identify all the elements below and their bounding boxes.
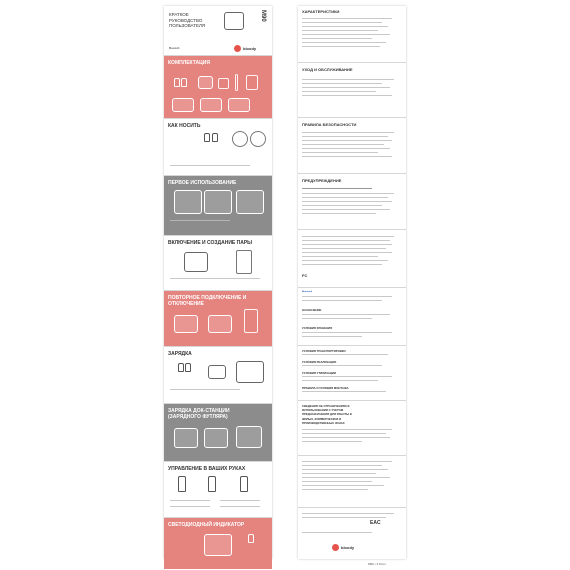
case-icon [174,428,198,448]
text-line [302,318,372,319]
brand-logo-text: bloody [341,545,355,550]
text-line [170,500,210,501]
text-line [302,244,392,245]
section-charging [164,347,272,404]
text-line [302,144,384,145]
text-line [302,209,390,210]
section-manufacturer [298,456,406,508]
section-footer-marks [298,508,406,559]
section-title: ПОВТОРНОЕ ПОДКЛЮЧЕНИЕ И ОТКЛЮЧЕНИЕ [168,295,247,307]
text-line [302,30,378,31]
text-line [302,380,378,381]
bloody-logo-icon [332,544,339,551]
text-line [302,87,390,88]
section-title: УСЛОВИЯ ТРАНСПОРТИРОВКИ [302,349,346,353]
text-line [302,296,392,297]
text-line [302,485,384,486]
text-line [302,79,394,80]
earbud-icon [204,133,210,142]
section-title: КОМПЛЕКТАЦИЯ [168,60,210,66]
section-restrictions [298,401,406,456]
case-open-icon [174,190,202,214]
text-line [302,136,388,137]
section-first-use [164,176,272,236]
text-line [302,213,376,214]
earbud-icon [248,534,254,543]
section-title: ЗАРЯДКА ДОК-СТАНЦИИ (ЗАРЯДНОГО ФУТЛЯРА) [168,408,230,420]
section-title: ПРАВИЛА И УСЛОВИЯ МОНТАЖА [302,386,349,390]
earbud-icon [178,476,186,492]
section-dock-charging [164,404,272,462]
fcc-mark: FC [302,273,308,278]
model-label: M90 [260,10,266,22]
text-line [302,429,392,430]
text-line [302,95,392,96]
section-warning [298,174,406,230]
case-icon [208,365,226,379]
section-title: ПЕРВОЕ ИСПОЛЬЗОВАНИЕ [168,180,237,186]
text-line [302,477,390,478]
earbud-icon [178,363,184,372]
text-line [302,91,376,92]
manual-left-column [164,6,272,559]
text-line [302,264,382,265]
case-icon [228,98,250,112]
section-title: ПРЕДУПРЕЖДЕНИЕ [302,178,342,183]
case-icon [208,315,232,333]
usb-cable-icon [235,74,238,91]
section-title: УСЛОВИЯ ХРАНЕНИЯ [302,326,333,330]
case-icon [174,315,198,333]
text-line [302,201,392,202]
text-line [302,140,392,141]
ear-icon [232,131,248,147]
text-line [302,205,382,206]
section-title: СВЕДЕНИЯ ОБ ОГРАНИЧЕНИЯХ В ИСПОЛЬЗОВАНИИ С УЧЕТОМ ПРЕДНАЗНАЧЕНИЯ ДЛЯ РАБОТЫ В ЖИЛЫХ, КОММЕРЧЕСКИХ И ПРОИЗВОДСТВЕННЫХ ЗОНАХ [302,404,352,425]
case-icon [204,534,232,556]
text-line [170,278,260,279]
text-line [302,188,372,189]
text-line [302,156,392,157]
text-line [302,332,392,333]
text-line [302,236,394,237]
text-line [302,252,392,253]
earbud-icon [185,363,191,372]
text-line [302,83,382,84]
text-line [302,197,388,198]
phone-icon [244,309,258,333]
eac-mark: EAC [370,520,381,526]
section-reconnect [164,291,272,347]
case-icon [204,428,228,448]
case-open-icon [236,361,264,383]
section-title: ПРАВИЛА БЕЗОПАСНОСТИ [302,122,357,127]
text-line [302,34,390,35]
section-title: СВЕТОДИОДНЫЙ ИНДИКАТОР [168,522,245,528]
text-line [302,336,362,337]
text-line [302,132,394,133]
section-title: ВКЛЮЧЕНИЕ И СОЗДАНИЕ ПАРЫ [168,240,253,246]
case-open-icon [236,426,262,448]
case-icon [184,252,208,272]
text-line [170,389,240,390]
text-line [302,22,382,23]
text-line [220,500,260,501]
cover-title: КРАТКОЕ РУКОВОДСТВО ПОЛЬЗОВАТЕЛЯ [169,12,206,28]
text-line [302,517,386,518]
section-package-contents [164,56,272,119]
case-icon [172,98,194,112]
text-line [302,152,378,153]
text-line [302,260,388,261]
text-line [302,376,392,377]
text-line [302,473,376,474]
bluetooth-label: Bluetooth [169,47,180,50]
text-line [302,354,388,355]
text-line [302,46,380,47]
text-line [170,220,230,221]
text-line [302,461,392,462]
section-title: ЗАРЯДКА [168,351,192,357]
section-purpose-storage [298,288,406,346]
case-open-icon [236,190,264,214]
text-line [302,465,382,466]
text-line [302,391,386,392]
section-controls [164,462,272,518]
text-line [302,513,394,514]
text-line [170,506,210,507]
ear-icon [250,131,266,147]
text-line [302,441,362,442]
text-line [302,532,372,533]
text-line [302,240,390,241]
text-line [302,365,382,366]
text-line [302,469,388,470]
text-line [302,314,390,315]
section-compliance [298,230,406,288]
bluetooth-label: Bluetooth [302,291,313,293]
cover-panel [164,6,272,56]
bloody-logo-icon [234,45,241,52]
section-title: НАЗНАЧЕНИЕ [302,308,322,312]
section-led-indicator [164,518,272,569]
manual-icon [246,75,258,90]
brand-logo-text: bloody [243,46,257,51]
manual-right-column [298,6,406,559]
section-title: УСЛОВИЯ УТИЛИЗАЦИИ [302,371,336,375]
footer-label: M90 • 3.5mm [368,562,386,566]
phone-icon [236,250,252,274]
text-line [170,165,250,166]
text-line [302,38,372,39]
text-line [302,437,390,438]
earbud-icon [240,476,248,492]
section-title: УСЛОВИЯ РЕАЛИЗАЦИИ [302,360,337,364]
section-care [298,63,406,118]
earbud-icon [212,133,218,142]
charging-case-icon [198,76,213,89]
text-line [302,148,390,149]
section-how-to-wear [164,119,272,176]
section-title: ХАРАКТЕРИСТИКИ [302,9,340,14]
section-title: УПРАВЛЕНИЕ В ВАШИХ РУКАХ [168,466,246,472]
earbud-icon [208,476,216,492]
ear-tips-icon [218,78,229,89]
section-safety [298,118,406,174]
text-line [302,248,386,249]
text-line [302,489,368,490]
text-line [302,26,388,27]
section-title: КАК НОСИТЬ [168,123,201,129]
text-line [302,42,386,43]
text-line [220,506,260,507]
text-line [302,193,394,194]
section-specifications [298,6,406,63]
earbud-icon [174,78,180,87]
text-line [302,481,372,482]
earbuds-case-image [224,12,244,30]
text-line [302,433,386,434]
earbud-icon [181,78,187,87]
text-line [302,256,378,257]
text-line [302,18,392,19]
section-transport-sale [298,346,406,401]
section-power-pairing [164,236,272,291]
case-icon [200,98,222,112]
section-title: УХОД И ОБСЛУЖИВАНИЕ [302,67,353,72]
case-open-icon [204,190,232,214]
text-line [302,300,382,301]
